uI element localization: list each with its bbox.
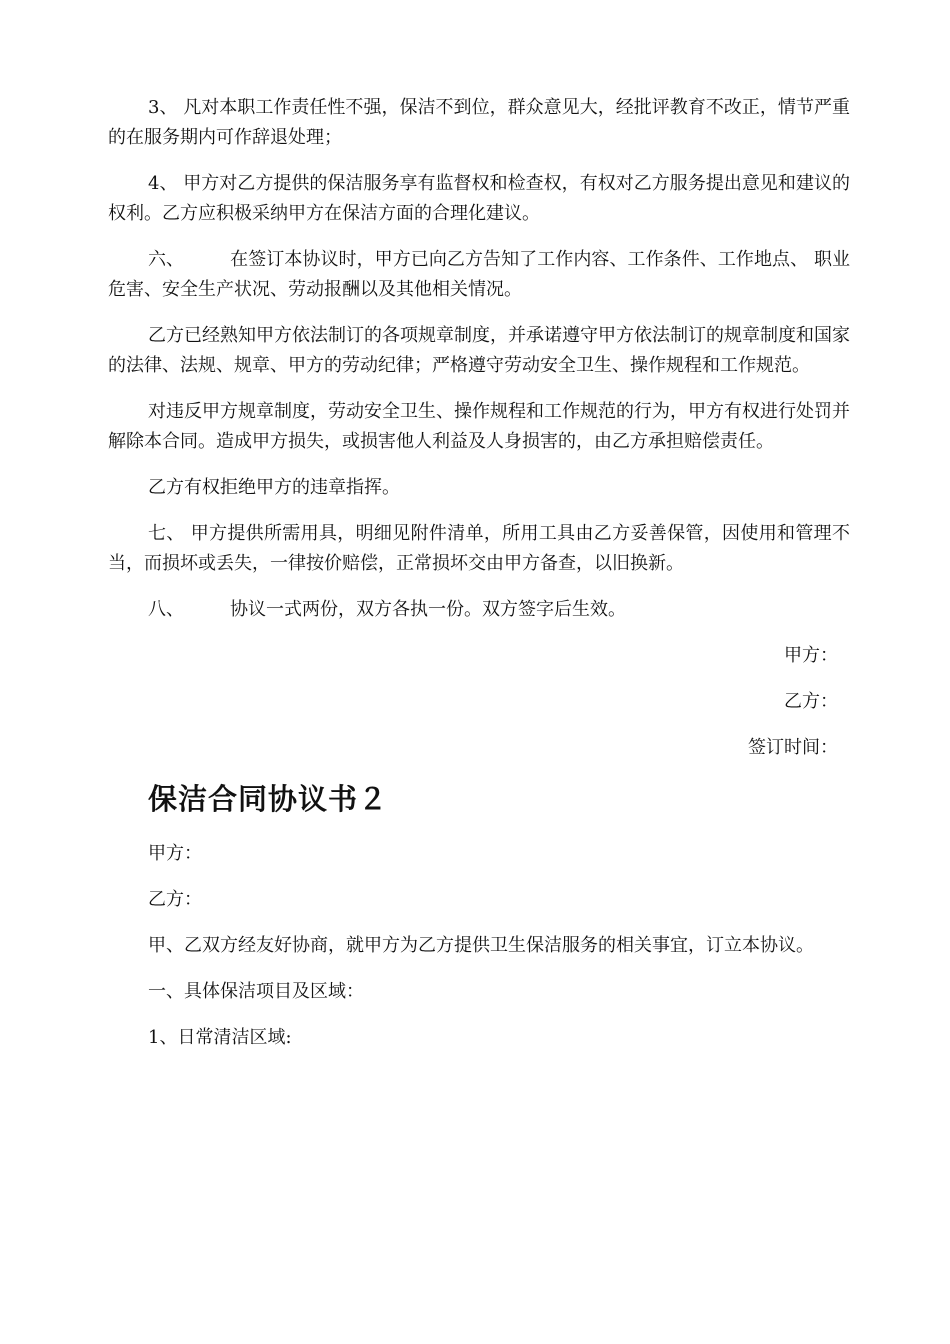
- paragraph-clause-4: 4、 甲方对乙方提供的保洁服务享有监督权和检查权，有权对乙方服务提出意见和建议的权利。乙方应积极采纳甲方在保洁方面的合理化建议。: [108, 173, 850, 224]
- paragraph-refuse-command: 乙方有权拒绝甲方的违章指挥。: [148, 477, 400, 498]
- item-8-number: 八、: [148, 599, 184, 620]
- document-page: [108, 93, 850, 1069]
- paragraph-clause-3: 3、 凡对本职工作责任性不强，保洁不到位，群众意见大，经批评教育不改正，情节严重的在服务期内可作辞退处理；: [108, 97, 850, 148]
- paragraph-violation: 对违反甲方规章制度，劳动安全卫生、操作规程和工作规范的行为，甲方有权进行处罚并解除本合同。造成甲方损失，或损害他人利益及人身损害的，由乙方承担赔偿责任。: [108, 401, 850, 452]
- section-2-sub-1: 1、日常清洁区域:: [148, 1027, 292, 1048]
- paragraph-item-7: 七、 甲方提供所需用具，明细见附件清单，所用工具由乙方妥善保管，因使用和管理不当，而损坏或丢失，一律按价赔偿，正常损坏交由甲方备查，以旧换新。: [108, 523, 850, 574]
- section-2-intro: 甲、乙双方经友好协商，就甲方为乙方提供卫生保洁服务的相关事宜，订立本协议。: [148, 935, 814, 956]
- section-2-party-b: 乙方：: [148, 889, 202, 910]
- paragraph-item-6: [108, 245, 850, 305]
- signature-party-b: 乙方：: [784, 691, 838, 712]
- signature-party-a: 甲方：: [784, 645, 838, 666]
- item-8-text: 协议一式两份，双方各执一份。双方签字后生效。: [230, 599, 626, 620]
- item-6-number: 六、: [148, 249, 185, 270]
- section-2-party-a: 甲方：: [148, 843, 202, 864]
- paragraph-item-8: [108, 595, 850, 625]
- paragraph-rules-awareness: 乙方已经熟知甲方依法制订的各项规章制度，并承诺遵守甲方依法制订的规章制度和国家的法律、法规、规章、甲方的劳动纪律；严格遵守劳动安全卫生、操作规程和工作规范。: [108, 325, 850, 376]
- section-2-title: 保洁合同协议书２: [148, 782, 389, 816]
- section-2-clause-1: 一、具体保洁项目及区域：: [148, 981, 364, 1002]
- item-6-text: 在签订本协议时，甲方已向乙方告知了工作内容、工作条件、工作地点、 职业危害、安全生产状况、劳动报酬以及其他相关情况。: [108, 249, 851, 300]
- signature-date: 签订时间：: [748, 737, 838, 758]
